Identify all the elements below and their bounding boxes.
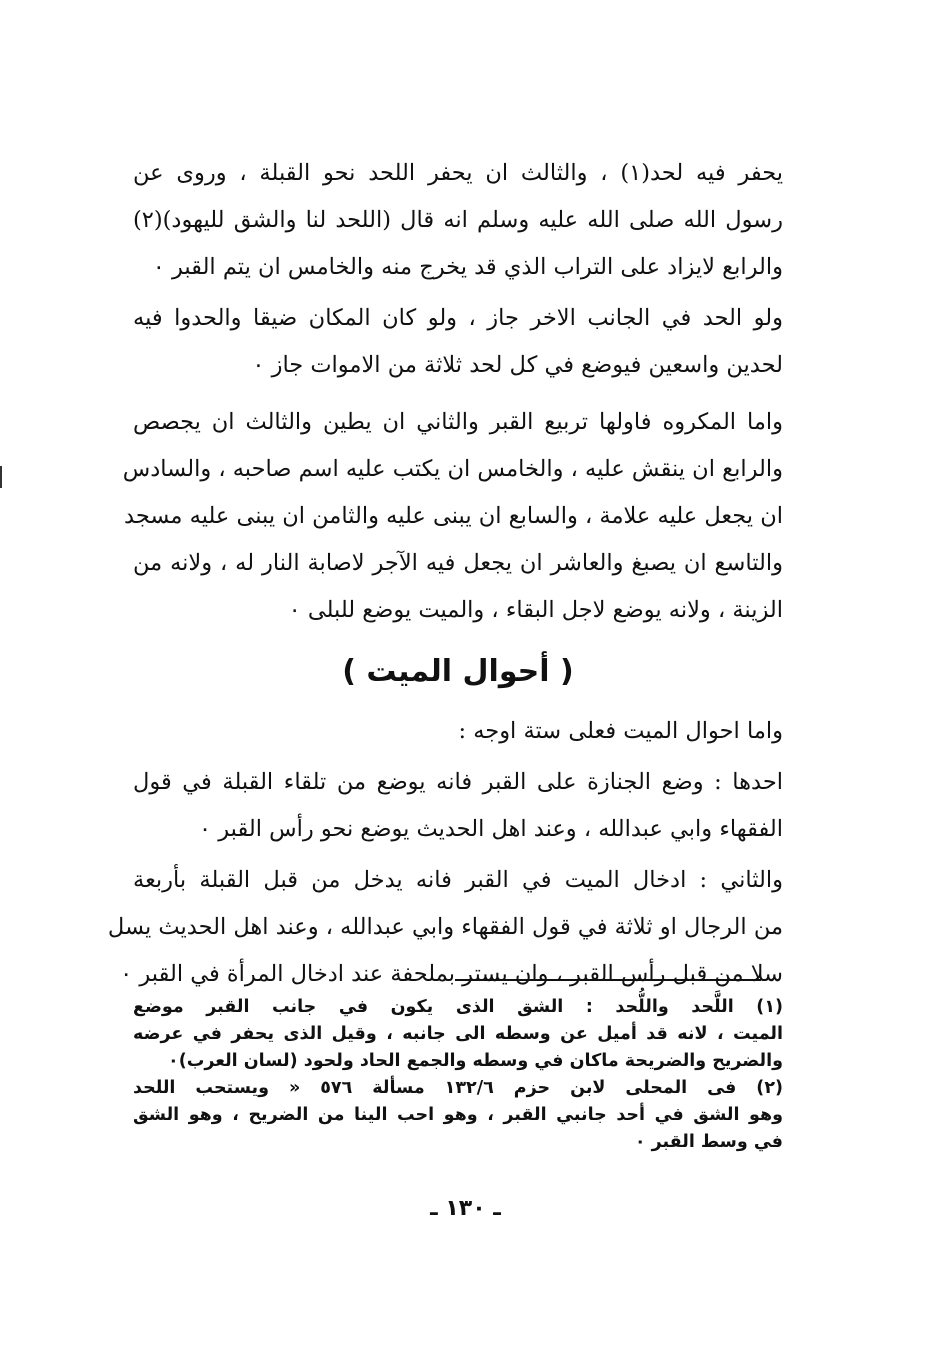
text-line: واما احوال الميت فعلى ستة اوجه : [458,718,783,744]
footnote-divider [455,979,761,981]
footnote-line: (١) اللَّحد واللُّحد : الشق الذى يكون في جانب القبر موضع [133,997,783,1017]
paragraph-1 [133,150,783,291]
section-heading: ( أحوال الميت ) [342,654,574,689]
page-number: ـ ١٣٠ ـ [430,1196,501,1221]
text-line: والرابع لايزاد على التراب الذي قد يخرج منه والخامس ان يتم القبر ٠ [152,254,783,280]
text-line: سلا من قبل رأس القبر ، وان يستر بملحفة عند ادخال المرأة في القبر ٠ [120,961,783,987]
footnote-line: وهو الشق في أحد جانبي القبر ، وهو احب الينا من الضريح ، وهو الشق [133,1105,783,1125]
footnote-line: الميت ، لانه قد أميل عن وسطه الى جانبه ، وقيل الذى يحفر في عرضه [133,1024,783,1044]
text-line: رسول الله صلى الله عليه وسلم انه قال (اللحد لنا والشق لليهود)(٢) [133,207,783,233]
paragraph-6 [107,857,783,998]
scan-edge-mark [0,466,2,488]
text-line: والتاسع ان يصبغ والعاشر ان يجعل فيه الآجر لاصابة النار له ، ولانه من [133,550,783,576]
footnote-line: والضريح والضريحة ماكان في وسطه والجمع الحاد ولحود (لسان العرب)٠ [168,1051,783,1071]
text-line: ولو الحد في الجانب الاخر جاز ، ولو كان المكان ضيقا والحدوا فيه [133,305,783,331]
text-line: ان يجعل عليه علامة ، والسابع ان يبنى عليه والثامن ان يبنى عليه مسجد [124,503,783,529]
paragraph-2 [133,295,783,389]
footnote-line: في وسط القبر ٠ [634,1132,783,1152]
text-line: يحفر فيه لحد(١) ، والثالث ان يحفر اللحد نحو القبلة ، وروى عن [133,160,783,186]
text-line: الفقهاء وابي عبدالله ، وعند اهل الحديث يوضع نحو رأس القبر ٠ [199,816,783,842]
paragraph-4 [133,708,783,755]
text-line: الزينة ، ولانه يوضع لاجل البقاء ، والميت يوضع للبلى ٠ [288,597,783,623]
footnote-line: (٢) فى المحلى لابن حزم ١٣٢/٦ مسألة ٥٧٦ « ويستحب اللحد [133,1078,783,1098]
paragraph-5 [133,759,783,853]
text-line: احدها : وضع الجنازة على القبر فانه يوضع من تلقاء القبلة في قول [133,769,783,795]
text-line: واما المكروه فاولها تربيع القبر والثاني ان يطين والثالث ان يجصص [133,409,783,435]
text-line: لحدين واسعين فيوضع في كل لحد ثلاثة من الاموات جاز ٠ [252,352,783,378]
text-line: من الرجال او ثلاثة في قول الفقهاء وابي عبدالله ، وعند اهل الحديث يسل [107,914,783,940]
main-text [107,150,783,998]
text-line: والرابع ان ينقش عليه ، والخامس ان يكتب عليه اسم صاحبه ، والسادس [122,456,783,482]
text-line: والثاني : ادخال الميت في القبر فانه يدخل من قبل القبلة بأربعة [133,867,783,893]
footnotes [133,994,783,1156]
paragraph-3 [122,399,783,634]
